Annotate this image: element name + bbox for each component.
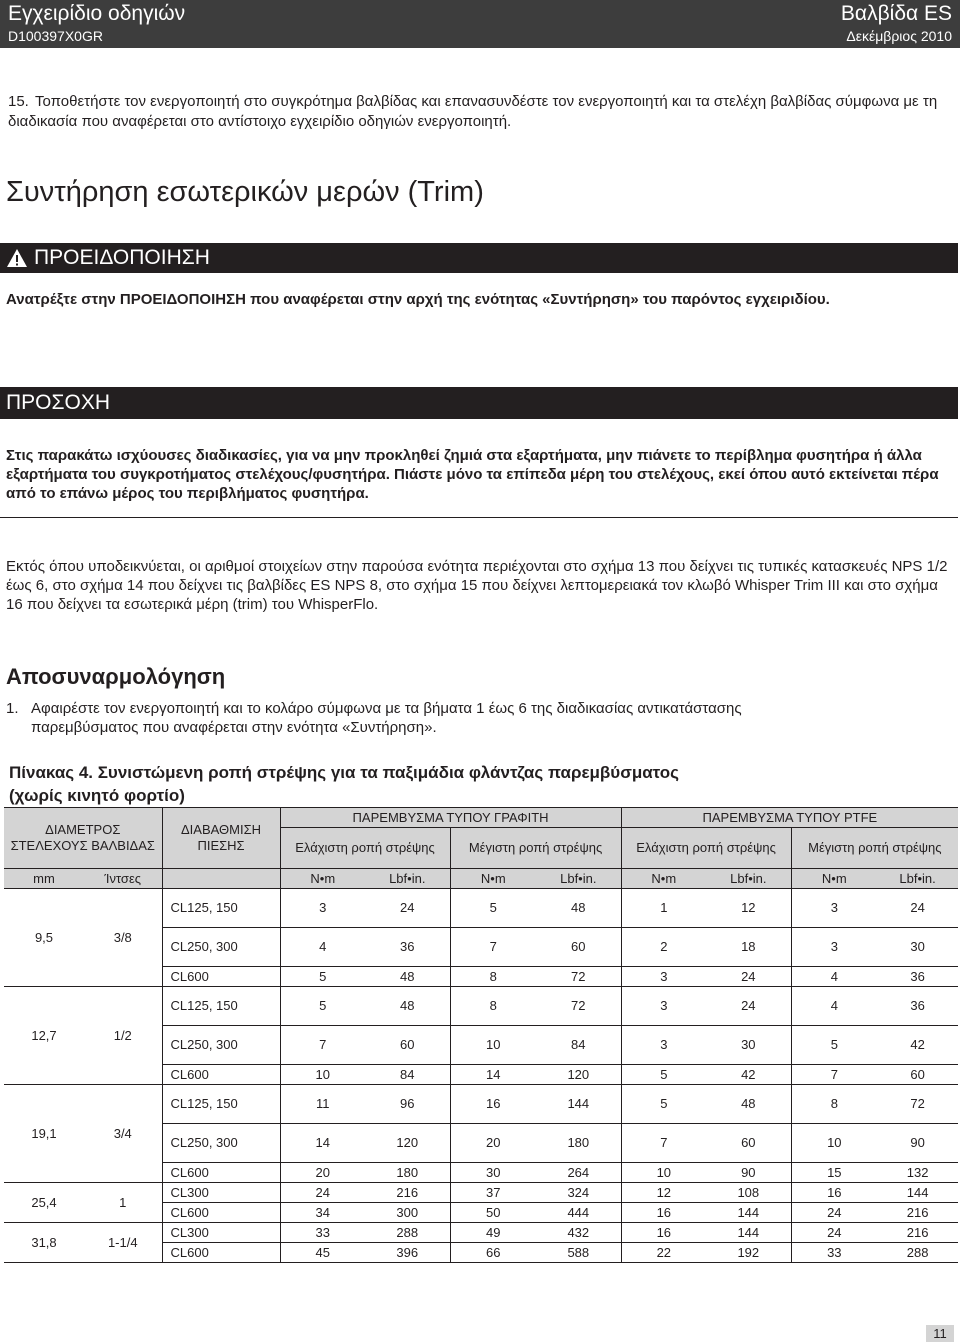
- pressure-rating: CL600: [162, 1203, 280, 1223]
- pressure-rating: CL125, 150: [162, 987, 280, 1026]
- step-1-number: 1.: [6, 700, 19, 717]
- divider: [0, 517, 958, 518]
- torque-value: 33: [280, 1223, 365, 1243]
- disassembly-step-1: [6, 699, 954, 737]
- torque-value: 84: [536, 1026, 621, 1065]
- torque-value: 120: [536, 1065, 621, 1085]
- torque-value: 288: [877, 1243, 958, 1263]
- col-rating-header: ΔΙΑΒΑΘΜΙΣΗ ΠΙΕΣΗΣ: [162, 808, 280, 869]
- stem-diameter-mm: 19,1: [4, 1085, 84, 1183]
- step-15-text: Τοποθετήστε τον ενεργοποιητή στο συγκρότημα βαλβίδας και επανασυνδέστε τον ενεργοποιητή και τα στελέχη βαλβίδας σύμφωνα με τη διαδικασία που αναφέρεται στο αντίστοιχο εγχειρίδιο οδηγιών ενεργοποιητή.: [8, 93, 938, 130]
- torque-value: 72: [536, 967, 621, 987]
- unit-nm: N•m: [791, 869, 877, 889]
- torque-value: 36: [365, 928, 450, 967]
- torque-value: 48: [365, 987, 450, 1026]
- graphite-min-header: Ελάχιστη ροπή στρέψης: [280, 828, 450, 869]
- unit-lbf: Lbf•in.: [877, 869, 958, 889]
- section-title: Συντήρηση εσωτερικών μερών (Trim): [6, 176, 484, 208]
- unit-lbf: Lbf•in.: [365, 869, 450, 889]
- manual-title: Εγχειρίδιο οδηγιών: [8, 2, 186, 25]
- table-row: [4, 1183, 958, 1203]
- torque-value: 24: [877, 889, 958, 928]
- torque-value: 16: [621, 1223, 706, 1243]
- torque-value: 5: [450, 889, 536, 928]
- table-title: [9, 761, 679, 807]
- torque-value: 48: [536, 889, 621, 928]
- unit-nm: N•m: [450, 869, 536, 889]
- step-15-number: 15.: [8, 93, 29, 110]
- torque-value: 144: [536, 1085, 621, 1124]
- torque-value: 8: [791, 1085, 877, 1124]
- torque-value: 45: [280, 1243, 365, 1263]
- torque-value: 33: [791, 1243, 877, 1263]
- torque-value: 7: [791, 1065, 877, 1085]
- torque-value: 180: [536, 1124, 621, 1163]
- publication-date: Δεκέμβριος 2010: [846, 28, 952, 44]
- torque-value: 444: [536, 1203, 621, 1223]
- torque-value: 16: [791, 1183, 877, 1203]
- pressure-rating: CL600: [162, 1163, 280, 1183]
- page-number: 11: [926, 1325, 954, 1342]
- torque-table: [4, 807, 958, 1263]
- pressure-rating: CL300: [162, 1223, 280, 1243]
- unit-nm: N•m: [280, 869, 365, 889]
- torque-value: 12: [706, 889, 791, 928]
- torque-value: 11: [280, 1085, 365, 1124]
- torque-value: 5: [791, 1026, 877, 1065]
- torque-value: 5: [621, 1065, 706, 1085]
- torque-value: 18: [706, 928, 791, 967]
- torque-value: 60: [706, 1124, 791, 1163]
- torque-value: 432: [536, 1223, 621, 1243]
- torque-value: 7: [280, 1026, 365, 1065]
- torque-value: 264: [536, 1163, 621, 1183]
- torque-value: 108: [706, 1183, 791, 1203]
- torque-value: 3: [621, 1026, 706, 1065]
- torque-value: 3: [791, 889, 877, 928]
- torque-value: 72: [877, 1085, 958, 1124]
- torque-value: 36: [877, 967, 958, 987]
- stem-diameter-mm: 31,8: [4, 1223, 84, 1263]
- stem-diameter-inches: 1/2: [84, 987, 162, 1085]
- ptfe-max-header: Μέγιστη ροπή στρέψης: [791, 828, 958, 869]
- torque-value: 4: [791, 987, 877, 1026]
- torque-value: 16: [621, 1203, 706, 1223]
- table-units-row: [4, 869, 958, 889]
- torque-value: 1: [621, 889, 706, 928]
- stem-diameter-inches: 3/4: [84, 1085, 162, 1183]
- torque-value: 7: [450, 928, 536, 967]
- torque-value: 24: [280, 1183, 365, 1203]
- torque-value: 3: [621, 987, 706, 1026]
- caution-label: ΠΡΟΣΟΧΗ: [6, 391, 110, 414]
- torque-value: 5: [621, 1085, 706, 1124]
- torque-value: 60: [365, 1026, 450, 1065]
- step-15: [8, 92, 953, 132]
- torque-value: 42: [877, 1026, 958, 1065]
- group-ptfe-header: ΠΑΡΕΜΒΥΣΜΑ ΤΥΠΟΥ PTFE: [621, 808, 958, 828]
- pressure-rating: CL600: [162, 967, 280, 987]
- table-title-line2: (χωρίς κινητό φορτίο): [9, 786, 185, 805]
- torque-value: 24: [791, 1223, 877, 1243]
- torque-value: 24: [706, 987, 791, 1026]
- stem-diameter-inches: 1-1/4: [84, 1223, 162, 1263]
- caution-text: Στις παρακάτω ισχύουσες διαδικασίες, για να μην προκληθεί ζημιά στα εξαρτήματα, μην πιάνετε το περίβλημα φυσητήρα ή άλλα εξαρτήματα του συγκροτήματος στελέχους/φυσητήρα. Πιάστε μόνο τα επίπεδα μέρη του στελέχους, εκεί όπου αυτό εκτείνεται πέρα από το επάνω μέρος του περιβλήματος φυσητήρα.: [6, 447, 939, 502]
- torque-value: 12: [621, 1183, 706, 1203]
- torque-value: 90: [706, 1163, 791, 1183]
- torque-value: 42: [706, 1065, 791, 1085]
- disassembly-heading: Αποσυναρμολόγηση: [6, 664, 226, 689]
- unit-inches: Ίντσες: [84, 869, 162, 889]
- torque-value: 588: [536, 1243, 621, 1263]
- page-header: [0, 0, 960, 48]
- torque-value: 5: [280, 987, 365, 1026]
- torque-value: 132: [877, 1163, 958, 1183]
- torque-value: 144: [877, 1183, 958, 1203]
- torque-value: 30: [877, 928, 958, 967]
- pressure-rating: CL250, 300: [162, 928, 280, 967]
- torque-value: 15: [791, 1163, 877, 1183]
- torque-value: 5: [280, 967, 365, 987]
- torque-value: 16: [450, 1085, 536, 1124]
- unit-lbf: Lbf•in.: [706, 869, 791, 889]
- caution-banner: [0, 387, 958, 419]
- torque-value: 8: [450, 987, 536, 1026]
- torque-value: 48: [365, 967, 450, 987]
- stem-diameter-mm: 9,5: [4, 889, 84, 987]
- torque-value: 396: [365, 1243, 450, 1263]
- table-row: [4, 1085, 958, 1124]
- torque-value: 96: [365, 1085, 450, 1124]
- unit-lbf: Lbf•in.: [536, 869, 621, 889]
- torque-value: 120: [365, 1124, 450, 1163]
- torque-value: 4: [791, 967, 877, 987]
- body-paragraph: Εκτός όπου υποδεικνύεται, οι αριθμοί στοιχείων στην παρούσα ενότητα περιέχονται στο σχήμα 13 που δείχνει τις τυπικές κατασκευές NPS 1/2 έως 6, στο σχήμα 14 που δείχνει τις βαλβίδες ES NPS 8, στο σχήμα 15 που δείχνει λεπτομερειακά τον κλωβό Whisper Trim III και στο σχήμα 16 που δείχνει τα εσωτερικά μέρη (trim) του WhisperFlo.: [6, 558, 948, 613]
- warning-triangle-icon: [6, 248, 28, 268]
- torque-value: 3: [621, 967, 706, 987]
- table-row: [4, 889, 958, 928]
- torque-value: 60: [536, 928, 621, 967]
- unit-blank: [162, 869, 280, 889]
- pressure-rating: CL250, 300: [162, 1124, 280, 1163]
- product-name: Βαλβίδα ES: [840, 2, 952, 25]
- warning-banner: [0, 243, 958, 273]
- torque-value: 8: [450, 967, 536, 987]
- pressure-rating: CL600: [162, 1065, 280, 1085]
- torque-value: 22: [621, 1243, 706, 1263]
- table-header-row: [4, 808, 958, 828]
- torque-value: 288: [365, 1223, 450, 1243]
- torque-value: 66: [450, 1243, 536, 1263]
- torque-value: 192: [706, 1243, 791, 1263]
- torque-value: 24: [706, 967, 791, 987]
- torque-value: 14: [450, 1065, 536, 1085]
- warning-label: ΠΡΟΕΙΔΟΠΟΙΗΣΗ: [34, 246, 210, 269]
- torque-value: 216: [877, 1223, 958, 1243]
- unit-mm: mm: [4, 869, 84, 889]
- torque-value: 24: [365, 889, 450, 928]
- torque-value: 36: [877, 987, 958, 1026]
- document-number: D100397X0GR: [8, 28, 103, 44]
- pressure-rating: CL250, 300: [162, 1026, 280, 1065]
- torque-value: 84: [365, 1065, 450, 1085]
- torque-value: 10: [280, 1065, 365, 1085]
- torque-value: 3: [791, 928, 877, 967]
- torque-value: 216: [877, 1203, 958, 1223]
- torque-value: 10: [791, 1124, 877, 1163]
- torque-value: 72: [536, 987, 621, 1026]
- torque-value: 10: [450, 1026, 536, 1065]
- unit-nm: N•m: [621, 869, 706, 889]
- torque-value: 324: [536, 1183, 621, 1203]
- torque-value: 90: [877, 1124, 958, 1163]
- torque-value: 49: [450, 1223, 536, 1243]
- torque-value: 4: [280, 928, 365, 967]
- stem-diameter-inches: 3/8: [84, 889, 162, 987]
- torque-value: 60: [877, 1065, 958, 1085]
- torque-value: 10: [621, 1163, 706, 1183]
- stem-diameter-inches: 1: [84, 1183, 162, 1223]
- torque-value: 34: [280, 1203, 365, 1223]
- pressure-rating: CL600: [162, 1243, 280, 1263]
- torque-value: 180: [365, 1163, 450, 1183]
- table-row: [4, 987, 958, 1026]
- torque-value: 144: [706, 1203, 791, 1223]
- table-title-line1: Πίνακας 4. Συνιστώμενη ροπή στρέψης για τα παξιμάδια φλάντζας παρεμβύσματος: [9, 763, 680, 782]
- torque-value: 7: [621, 1124, 706, 1163]
- torque-value: 50: [450, 1203, 536, 1223]
- torque-value: 144: [706, 1223, 791, 1243]
- col-diameter-header: ΔΙΑΜΕΤΡΟΣ ΣΤΕΛΕΧΟΥΣ ΒΑΛΒΙΔΑΣ: [4, 808, 162, 869]
- torque-value: 14: [280, 1124, 365, 1163]
- step-1-text-line2: παρεμβύσματος που αναφέρεται στην ενότητα «Συντήρηση».: [31, 719, 437, 736]
- pressure-rating: CL125, 150: [162, 889, 280, 928]
- ptfe-min-header: Ελάχιστη ροπή στρέψης: [621, 828, 791, 869]
- torque-value: 3: [280, 889, 365, 928]
- torque-value: 30: [450, 1163, 536, 1183]
- torque-value: 24: [791, 1203, 877, 1223]
- table-row: [4, 1223, 958, 1243]
- group-graphite-header: ΠΑΡΕΜΒΥΣΜΑ ΤΥΠΟΥ ΓΡΑΦΙΤΗ: [280, 808, 621, 828]
- torque-value: 37: [450, 1183, 536, 1203]
- torque-value: 48: [706, 1085, 791, 1124]
- stem-diameter-mm: 25,4: [4, 1183, 84, 1223]
- torque-value: 30: [706, 1026, 791, 1065]
- graphite-max-header: Μέγιστη ροπή στρέψης: [450, 828, 621, 869]
- torque-value: 216: [365, 1183, 450, 1203]
- pressure-rating: CL125, 150: [162, 1085, 280, 1124]
- table-body: [4, 889, 958, 1263]
- pressure-rating: CL300: [162, 1183, 280, 1203]
- torque-value: 20: [450, 1124, 536, 1163]
- step-1-text-line1: Αφαιρέστε τον ενεργοποιητή και το κολάρο σύμφωνα με τα βήματα 1 έως 6 της διαδικασίας αντικατάστασης: [31, 700, 742, 717]
- stem-diameter-mm: 12,7: [4, 987, 84, 1085]
- torque-value: 20: [280, 1163, 365, 1183]
- warning-text: Ανατρέξτε στην ΠΡΟΕΙΔΟΠΟΙΗΣΗ που αναφέρεται στην αρχή της ενότητας «Συντήρηση» του παρόντος εγχειριδίου.: [6, 291, 830, 308]
- torque-value: 300: [365, 1203, 450, 1223]
- torque-value: 2: [621, 928, 706, 967]
